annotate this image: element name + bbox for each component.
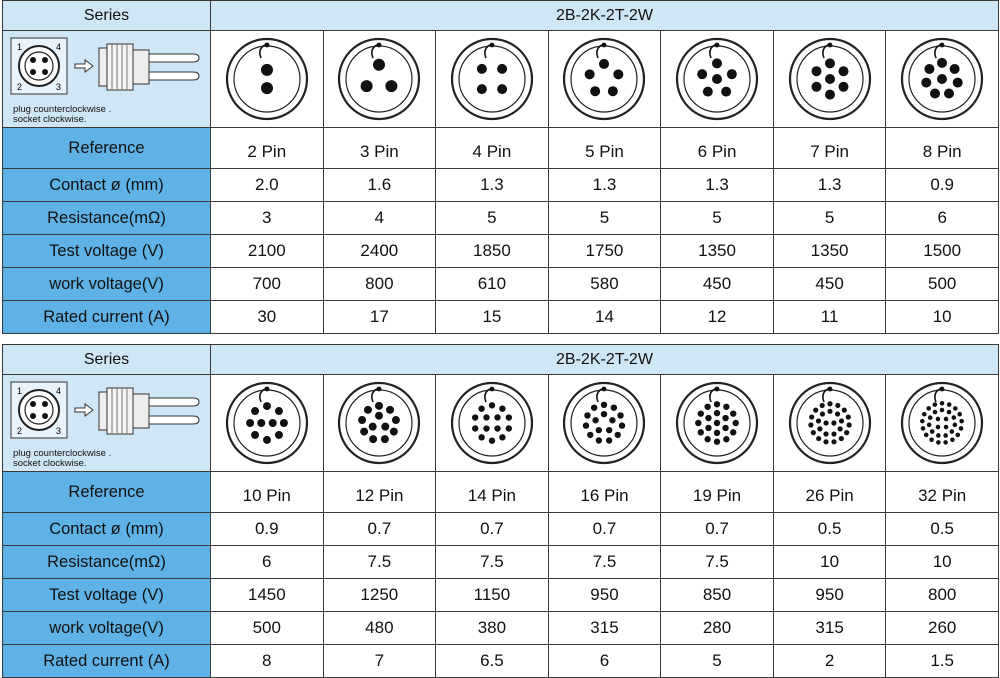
pin-face-14 <box>449 380 535 466</box>
resistance-value: 7.5 <box>548 546 661 579</box>
contact-value: 0.9 <box>886 169 999 202</box>
test-voltage-value: 1450 <box>211 579 324 612</box>
reference-row <box>3 128 999 169</box>
resistance-value: 5 <box>661 202 774 235</box>
reference-value: 12 Pin <box>323 472 436 513</box>
resistance-value: 7.5 <box>661 546 774 579</box>
resistance-value: 6 <box>886 202 999 235</box>
pin-diagram-14 <box>436 375 549 472</box>
contact-value: 1.3 <box>661 169 774 202</box>
rated-current-value: 7 <box>323 645 436 678</box>
resistance-value: 5 <box>548 202 661 235</box>
test-voltage-value: 1350 <box>773 235 886 268</box>
reference-label: Reference <box>3 472 211 513</box>
svg-text:4: 4 <box>56 386 62 396</box>
rated-current-value: 11 <box>773 301 886 334</box>
test-voltage-value: 1250 <box>323 579 436 612</box>
work-voltage-value: 450 <box>661 268 774 301</box>
test-voltage-row <box>3 235 999 268</box>
svg-text:2: 2 <box>17 82 23 92</box>
contact-label: Contact ø (mm) <box>3 169 211 202</box>
test-voltage-label: Test voltage (V) <box>3 235 211 268</box>
pin-face-3 <box>336 36 422 122</box>
contact-value: 0.7 <box>548 513 661 546</box>
test-voltage-value: 950 <box>773 579 886 612</box>
rated-current-row <box>3 645 999 678</box>
svg-text:3: 3 <box>56 426 62 436</box>
reference-label: Reference <box>3 128 211 169</box>
pin-diagram-6 <box>661 31 774 128</box>
reference-value: 5 Pin <box>548 128 661 169</box>
contact-value: 0.7 <box>436 513 549 546</box>
contact-value: 0.7 <box>323 513 436 546</box>
test-voltage-value: 2400 <box>323 235 436 268</box>
rated-current-value: 10 <box>886 301 999 334</box>
reference-value: 6 Pin <box>661 128 774 169</box>
series-label: Series <box>3 1 211 31</box>
work-voltage-value: 380 <box>436 612 549 645</box>
reference-value: 26 Pin <box>773 472 886 513</box>
reference-value: 3 Pin <box>323 128 436 169</box>
test-voltage-value: 950 <box>548 579 661 612</box>
reference-value: 16 Pin <box>548 472 661 513</box>
resistance-value: 10 <box>886 546 999 579</box>
contact-value: 0.9 <box>211 513 324 546</box>
rated-current-value: 15 <box>436 301 549 334</box>
svg-text:2: 2 <box>17 426 23 436</box>
reference-row <box>3 472 999 513</box>
spec-table-2 <box>2 344 999 678</box>
contact-value: 2.0 <box>211 169 324 202</box>
connector-diagram-cell <box>3 31 211 128</box>
pin-face-32 <box>899 380 985 466</box>
work-voltage-row <box>3 612 999 645</box>
rated-current-row <box>3 301 999 334</box>
pin-diagram-row <box>3 31 999 128</box>
reference-value: 7 Pin <box>773 128 886 169</box>
rated-current-value: 12 <box>661 301 774 334</box>
work-voltage-value: 580 <box>548 268 661 301</box>
rated-current-value: 30 <box>211 301 324 334</box>
pin-diagram-19 <box>661 375 774 472</box>
rated-current-value: 5 <box>661 645 774 678</box>
svg-text:4: 4 <box>56 42 62 52</box>
contact-row <box>3 169 999 202</box>
work-voltage-value: 500 <box>886 268 999 301</box>
contact-value: 1.3 <box>436 169 549 202</box>
contact-value: 0.7 <box>661 513 774 546</box>
spec-table-1 <box>2 0 999 334</box>
pin-face-7 <box>787 36 873 122</box>
pin-diagram-12 <box>323 375 436 472</box>
work-voltage-value: 315 <box>773 612 886 645</box>
pin-face-26 <box>787 380 873 466</box>
test-voltage-value: 1150 <box>436 579 549 612</box>
pin-face-12 <box>336 380 422 466</box>
pin-diagram-2 <box>211 31 324 128</box>
pin-face-6 <box>674 36 760 122</box>
contact-row <box>3 513 999 546</box>
rated-current-value: 17 <box>323 301 436 334</box>
test-voltage-value: 1350 <box>661 235 774 268</box>
work-voltage-row <box>3 268 999 301</box>
resistance-value: 6 <box>211 546 324 579</box>
resistance-value: 7.5 <box>323 546 436 579</box>
rated-current-label: Rated current (A) <box>3 301 211 334</box>
pin-face-2 <box>224 36 310 122</box>
resistance-value: 5 <box>436 202 549 235</box>
test-voltage-value: 1750 <box>548 235 661 268</box>
pin-face-5 <box>561 36 647 122</box>
pin-diagram-row <box>3 375 999 472</box>
resistance-label: Resistance(mΩ) <box>3 546 211 579</box>
svg-text:3: 3 <box>56 82 62 92</box>
connector-diagram <box>9 378 205 444</box>
pin-diagram-8 <box>886 31 999 128</box>
work-voltage-value: 280 <box>661 612 774 645</box>
series-name: 2B-2K-2T-2W <box>211 345 999 375</box>
connector-diagram-cell <box>3 375 211 472</box>
pin-diagram-26 <box>773 375 886 472</box>
contact-value: 1.6 <box>323 169 436 202</box>
pin-diagram-3 <box>323 31 436 128</box>
work-voltage-value: 450 <box>773 268 886 301</box>
pin-face-19 <box>674 380 760 466</box>
work-voltage-value: 480 <box>323 612 436 645</box>
resistance-row <box>3 202 999 235</box>
reference-value: 14 Pin <box>436 472 549 513</box>
reference-value: 8 Pin <box>886 128 999 169</box>
resistance-value: 7.5 <box>436 546 549 579</box>
pin-face-8 <box>899 36 985 122</box>
work-voltage-label: work voltage(V) <box>3 612 211 645</box>
work-voltage-value: 800 <box>323 268 436 301</box>
rated-current-value: 2 <box>773 645 886 678</box>
pin-diagram-32 <box>886 375 999 472</box>
resistance-row <box>3 546 999 579</box>
pin-face-16 <box>561 380 647 466</box>
connector-diagram <box>9 34 205 100</box>
test-voltage-row <box>3 579 999 612</box>
series-label: Series <box>3 345 211 375</box>
pin-face-10 <box>224 380 310 466</box>
contact-label: Contact ø (mm) <box>3 513 211 546</box>
reference-value: 10 Pin <box>211 472 324 513</box>
contact-value: 1.3 <box>548 169 661 202</box>
resistance-label: Resistance(mΩ) <box>3 202 211 235</box>
resistance-value: 5 <box>773 202 886 235</box>
contact-value: 0.5 <box>886 513 999 546</box>
reference-value: 4 Pin <box>436 128 549 169</box>
pin-diagram-7 <box>773 31 886 128</box>
rated-current-label: Rated current (A) <box>3 645 211 678</box>
resistance-value: 10 <box>773 546 886 579</box>
svg-text:1: 1 <box>17 42 23 52</box>
series-name: 2B-2K-2T-2W <box>211 1 999 31</box>
rated-current-value: 14 <box>548 301 661 334</box>
rated-current-value: 1.5 <box>886 645 999 678</box>
work-voltage-value: 260 <box>886 612 999 645</box>
test-voltage-value: 2100 <box>211 235 324 268</box>
pin-diagram-5 <box>548 31 661 128</box>
contact-value: 0.5 <box>773 513 886 546</box>
work-voltage-value: 500 <box>211 612 324 645</box>
mating-caption: plug counterclockwise . socket clockwise. <box>13 448 112 469</box>
test-voltage-value: 850 <box>661 579 774 612</box>
work-voltage-value: 610 <box>436 268 549 301</box>
svg-text:1: 1 <box>17 386 23 396</box>
mating-caption: plug counterclockwise . socket clockwise. <box>13 104 112 125</box>
pin-diagram-10 <box>211 375 324 472</box>
resistance-value: 3 <box>211 202 324 235</box>
work-voltage-value: 700 <box>211 268 324 301</box>
reference-value: 19 Pin <box>661 472 774 513</box>
pin-diagram-16 <box>548 375 661 472</box>
reference-value: 2 Pin <box>211 128 324 169</box>
test-voltage-value: 1850 <box>436 235 549 268</box>
work-voltage-value: 315 <box>548 612 661 645</box>
pin-diagram-4 <box>436 31 549 128</box>
test-voltage-label: Test voltage (V) <box>3 579 211 612</box>
rated-current-value: 6.5 <box>436 645 549 678</box>
contact-value: 1.3 <box>773 169 886 202</box>
reference-value: 32 Pin <box>886 472 999 513</box>
rated-current-value: 8 <box>211 645 324 678</box>
rated-current-value: 6 <box>548 645 661 678</box>
test-voltage-value: 800 <box>886 579 999 612</box>
work-voltage-label: work voltage(V) <box>3 268 211 301</box>
pin-face-4 <box>449 36 535 122</box>
resistance-value: 4 <box>323 202 436 235</box>
test-voltage-value: 1500 <box>886 235 999 268</box>
